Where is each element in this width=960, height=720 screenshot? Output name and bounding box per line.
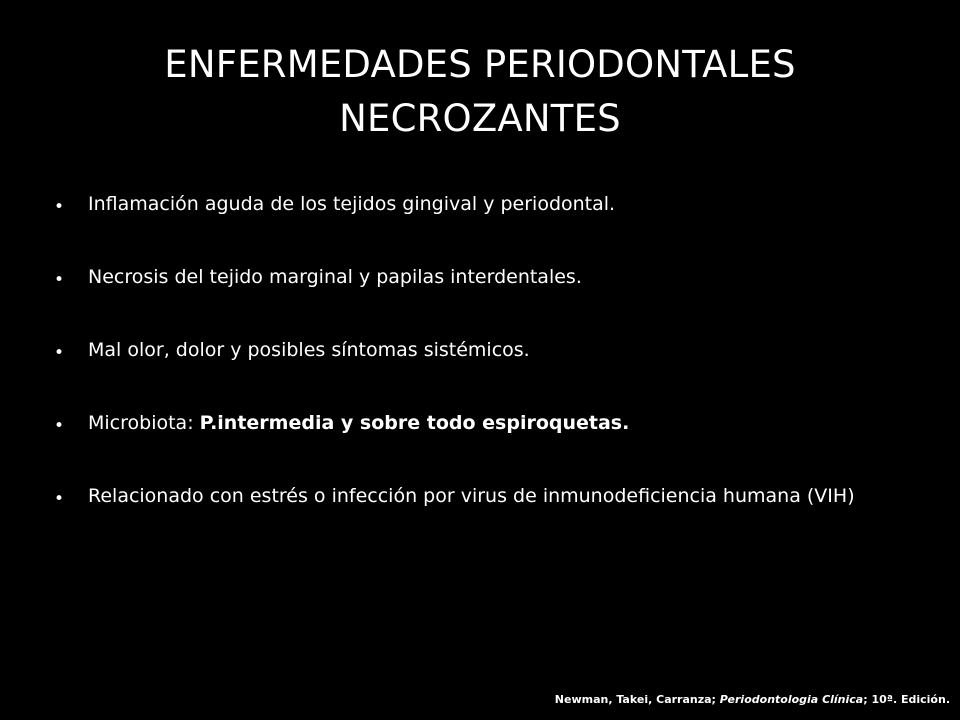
bullet-item-relacionado [48,482,920,510]
slide-title [48,38,912,146]
slide-title-line-1: ENFERMEDADES PERIODONTALES [164,43,796,86]
bullet-text-bold: P.intermedia y sobre todo espiroquetas. [199,412,630,434]
bullet-item-microbiota [48,409,920,437]
bullet-item-inflamacion [48,190,920,218]
bullet-dot-icon: • [54,343,65,363]
bullet-dot-icon: • [54,489,65,509]
bullet-text: Inflamación aguda de los tejidos gingival y periodontal. [88,193,616,215]
citation-authors: Newman, Takei, Carranza; [554,693,720,706]
bullet-text: Microbiota: [88,412,200,434]
bullet-dot-icon: • [54,416,65,436]
slide-title-line-2: NECROZANTES [339,97,621,140]
bullet-text: Mal olor, dolor y posibles síntomas sistémicos. [88,339,530,361]
bullet-dot-icon: • [54,270,65,290]
bullet-item-necrosis [48,263,920,291]
citation-edition: ; 10ª. Edición. [863,693,950,706]
bullet-text: Necrosis del tejido marginal y papilas interdentales. [88,266,582,288]
bullet-item-mal-olor [48,336,920,364]
bullet-list [48,190,920,555]
bullet-text: Relacionado con estrés o infección por virus de inmunodeficiencia humana (VIH) [88,485,855,507]
bullet-dot-icon: • [54,197,65,217]
citation-book: Periodontologia Clínica [719,693,864,706]
citation [555,693,950,706]
